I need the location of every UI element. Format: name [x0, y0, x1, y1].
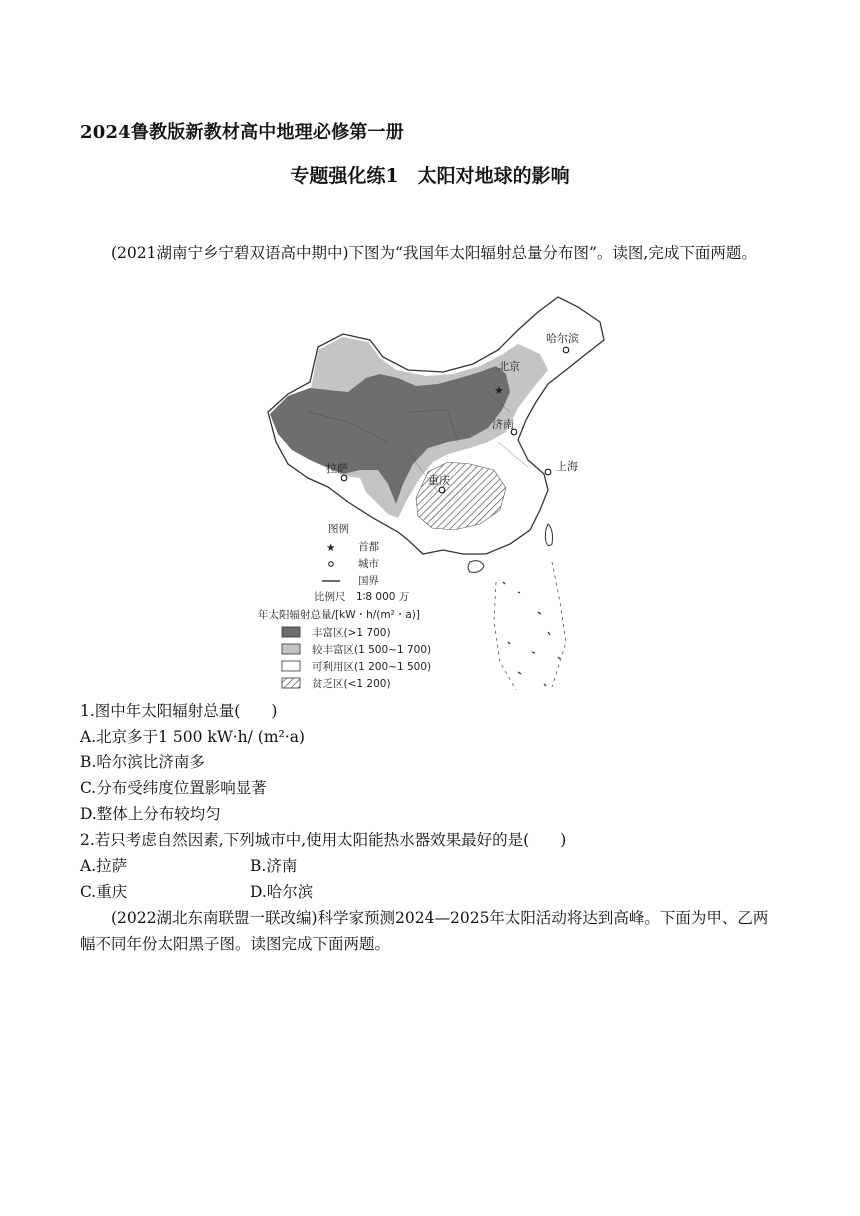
legend-zone-usable: 可利用区(1 200~1 500): [312, 661, 432, 673]
legend-zone-poor: 贫乏区(<1 200): [312, 678, 391, 690]
swatch-rich: [282, 627, 300, 637]
question-1-stem: 1.图中年太阳辐射总量( ): [80, 702, 278, 720]
question-2-option-c: C.重庆: [80, 883, 128, 901]
legend-star-icon: ★: [326, 542, 336, 554]
question-1-option-d: D.整体上分布较均匀: [80, 805, 221, 823]
document-title: 2024鲁教版新教材高中地理必修第一册: [80, 122, 404, 143]
swatch-fairly-rich: [282, 644, 300, 654]
taiwan-island: [545, 524, 552, 546]
legend-zone-rich: 丰富区(>1 700): [312, 627, 391, 639]
question-1-option-a: A.北京多于1 500 kW·h/ (m²·a): [80, 728, 305, 746]
city-label-harbin: 哈尔滨: [546, 332, 579, 345]
hainan-island: [468, 561, 484, 573]
intro-paragraph-2: (2022湖北东南联盟一联改编)科学家预测2024—2025年太阳活动将达到高峰。下面为甲、乙两幅不同年份太阳黑子图。读图完成下面两题。: [80, 909, 769, 953]
city-label-beijing: 北京: [498, 360, 520, 373]
city-label-shanghai: 上海: [556, 460, 578, 473]
question-1-option-c: C.分布受纬度位置影响显著: [80, 779, 267, 797]
legend-scale: 比例尺 1∶8 000 万: [314, 591, 410, 603]
china-solar-radiation-map: [248, 292, 608, 697]
map-legend: [258, 522, 431, 690]
question-2-option-d: D.哈尔滨: [250, 883, 314, 901]
legend-radiation-title: 年太阳辐射总量/[kW・h/(m²・a)]: [258, 609, 420, 621]
question-2-option-b: B.济南: [250, 857, 298, 875]
capital-star-icon: ★: [494, 384, 504, 397]
legend-capital: 首都: [358, 541, 379, 553]
south-sea-dots: [503, 582, 560, 686]
swatch-usable: [282, 661, 300, 671]
city-label-chongqing: 重庆: [428, 474, 450, 487]
question-1-option-b: B.哈尔滨比济南多: [80, 753, 205, 771]
legend-title: 图例: [328, 523, 349, 535]
section-title: 专题强化练1 太阳对地球的影响: [290, 165, 570, 187]
legend-border: 国界: [358, 575, 379, 587]
city-shanghai: [545, 459, 578, 475]
city-label-jinan: 济南: [492, 418, 514, 431]
swatch-poor: [282, 678, 300, 688]
legend-zone-fairly-rich: 较丰富区(1 500~1 700): [312, 644, 432, 656]
question-2-option-a: A.拉萨: [80, 857, 128, 875]
legend-city: 城市: [358, 558, 379, 570]
south-sea-dashes: [494, 562, 566, 690]
city-label-lhasa: 拉萨: [326, 462, 348, 475]
intro-paragraph-1: (2021湖南宁乡宁碧双语高中期中)下图为“我国年太阳辐射总量分布图”。读图,完成下面两题。: [111, 244, 757, 262]
legend-city-icon: [329, 562, 334, 567]
question-2-stem: 2.若只考虑自然因素,下列城市中,使用太阳能热水器效果最好的是( ): [80, 831, 567, 849]
